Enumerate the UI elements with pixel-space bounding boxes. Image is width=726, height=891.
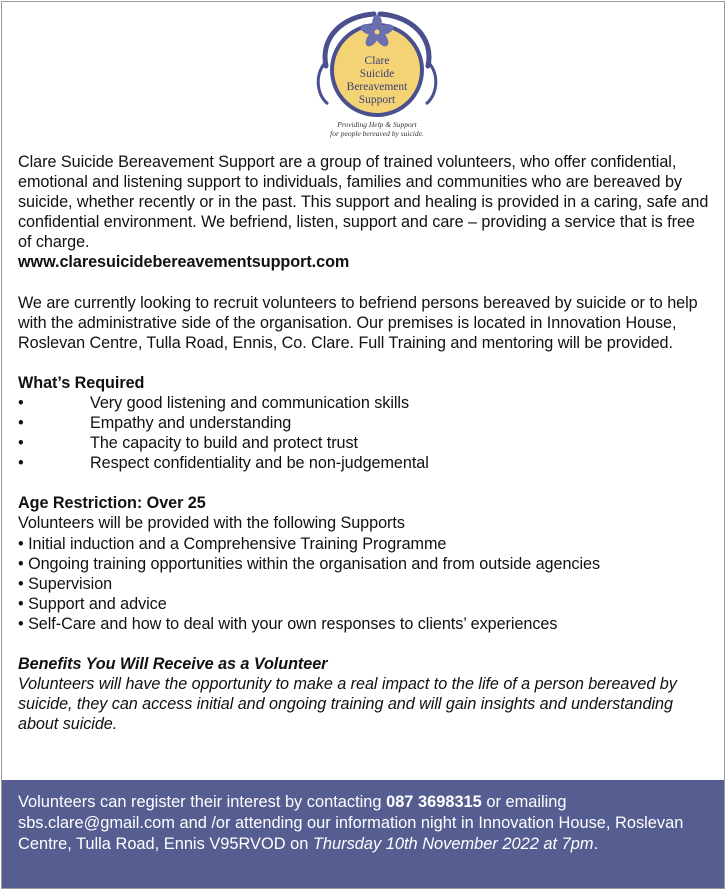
logo-line-2: Suicide — [359, 68, 395, 80]
logo-line-4: Support — [358, 94, 396, 106]
footer-end: . — [593, 835, 599, 853]
list-item — [18, 393, 712, 413]
bullet: • — [18, 434, 24, 453]
logo-emblem-icon — [312, 8, 442, 120]
list-item: • Support and advice — [18, 594, 167, 613]
list-item — [18, 413, 712, 433]
list-item: • Self-Care and how to deal with your own responses to clients’ experiences — [18, 614, 558, 633]
supports-intro: Volunteers will be provided with the following Supports — [18, 514, 405, 533]
bullet: • — [18, 393, 24, 412]
age-heading: Age Restriction: Over 25 — [18, 494, 206, 513]
recruit-text: We are currently looking to recruit volunteers to befriend persons bereaved by suicide or to help with the administrative side of the organisation. Our premises is located in Innovation House, Roslevan Centre, Tulla Road, Ennis, Co. Clare. Full Training and mentoring will be provided. — [18, 293, 698, 352]
list-item-text: Empathy and understanding — [90, 414, 292, 433]
event-date: Thursday 10th November 2022 at 7pm — [312, 835, 594, 853]
list-item-text: The capacity to build and protect trust — [90, 434, 358, 453]
logo-tagline-line-2: for people bereaved by suicide. — [330, 129, 424, 138]
phone-number[interactable]: 087 3698315 — [386, 793, 482, 811]
footer-text-1: Volunteers can register their interest by contacting — [18, 793, 387, 811]
logo-tagline — [312, 120, 442, 138]
logo-tagline-line-1: Providing Help & Support — [337, 120, 417, 129]
footer-text-2: or emailing sbs.clare@gmail.com and /or attending our information night in Innovation House, Roslevan Centre, Tulla Road, Ennis V95RVOD on — [18, 793, 684, 853]
required-heading: What’s Required — [18, 373, 145, 392]
list-item: • Initial induction and a Comprehensive Training Programme — [18, 534, 447, 553]
list-item: • Ongoing training opportunities within the organisation and from outside agencies — [18, 554, 600, 573]
benefits-text: Volunteers will have the opportunity to make a real impact to the life of a person bereaved by suicide, they can access initial and ongoing training and will gain insights and understanding about suicide. — [18, 675, 677, 734]
required-list — [18, 393, 712, 473]
logo — [312, 8, 442, 140]
list-item-text: Respect confidentiality and be non-judgemental — [90, 454, 429, 473]
list-item — [18, 453, 712, 473]
intro-text: Clare Suicide Bereavement Support are a group of trained volunteers, who offer confidential, emotional and listening support to individuals, families and communities who are bereaved by suicide, whether recently or in the past. This support and healing is provided in a caring, safe and confidential environment. We befriend, listen, support and care – providing a service that is free of charge. — [18, 153, 709, 252]
bullet: • — [18, 414, 24, 433]
list-item-text: Very good listening and communication skills — [90, 393, 410, 412]
logo-line-3: Bereavement — [346, 81, 408, 93]
benefits-heading: Benefits You Will Receive as a Volunteer — [18, 654, 328, 673]
flyer-page — [1, 1, 725, 889]
list-item: • Supervision — [18, 574, 113, 593]
website-link[interactable]: www.claresuicidebereavementsupport.com — [18, 253, 350, 272]
logo-line-1: Clare — [364, 55, 390, 67]
bullet: • — [18, 454, 24, 473]
list-item — [18, 433, 712, 453]
main-content — [18, 152, 712, 734]
contact-footer — [2, 780, 724, 888]
supports-list — [18, 534, 712, 634]
